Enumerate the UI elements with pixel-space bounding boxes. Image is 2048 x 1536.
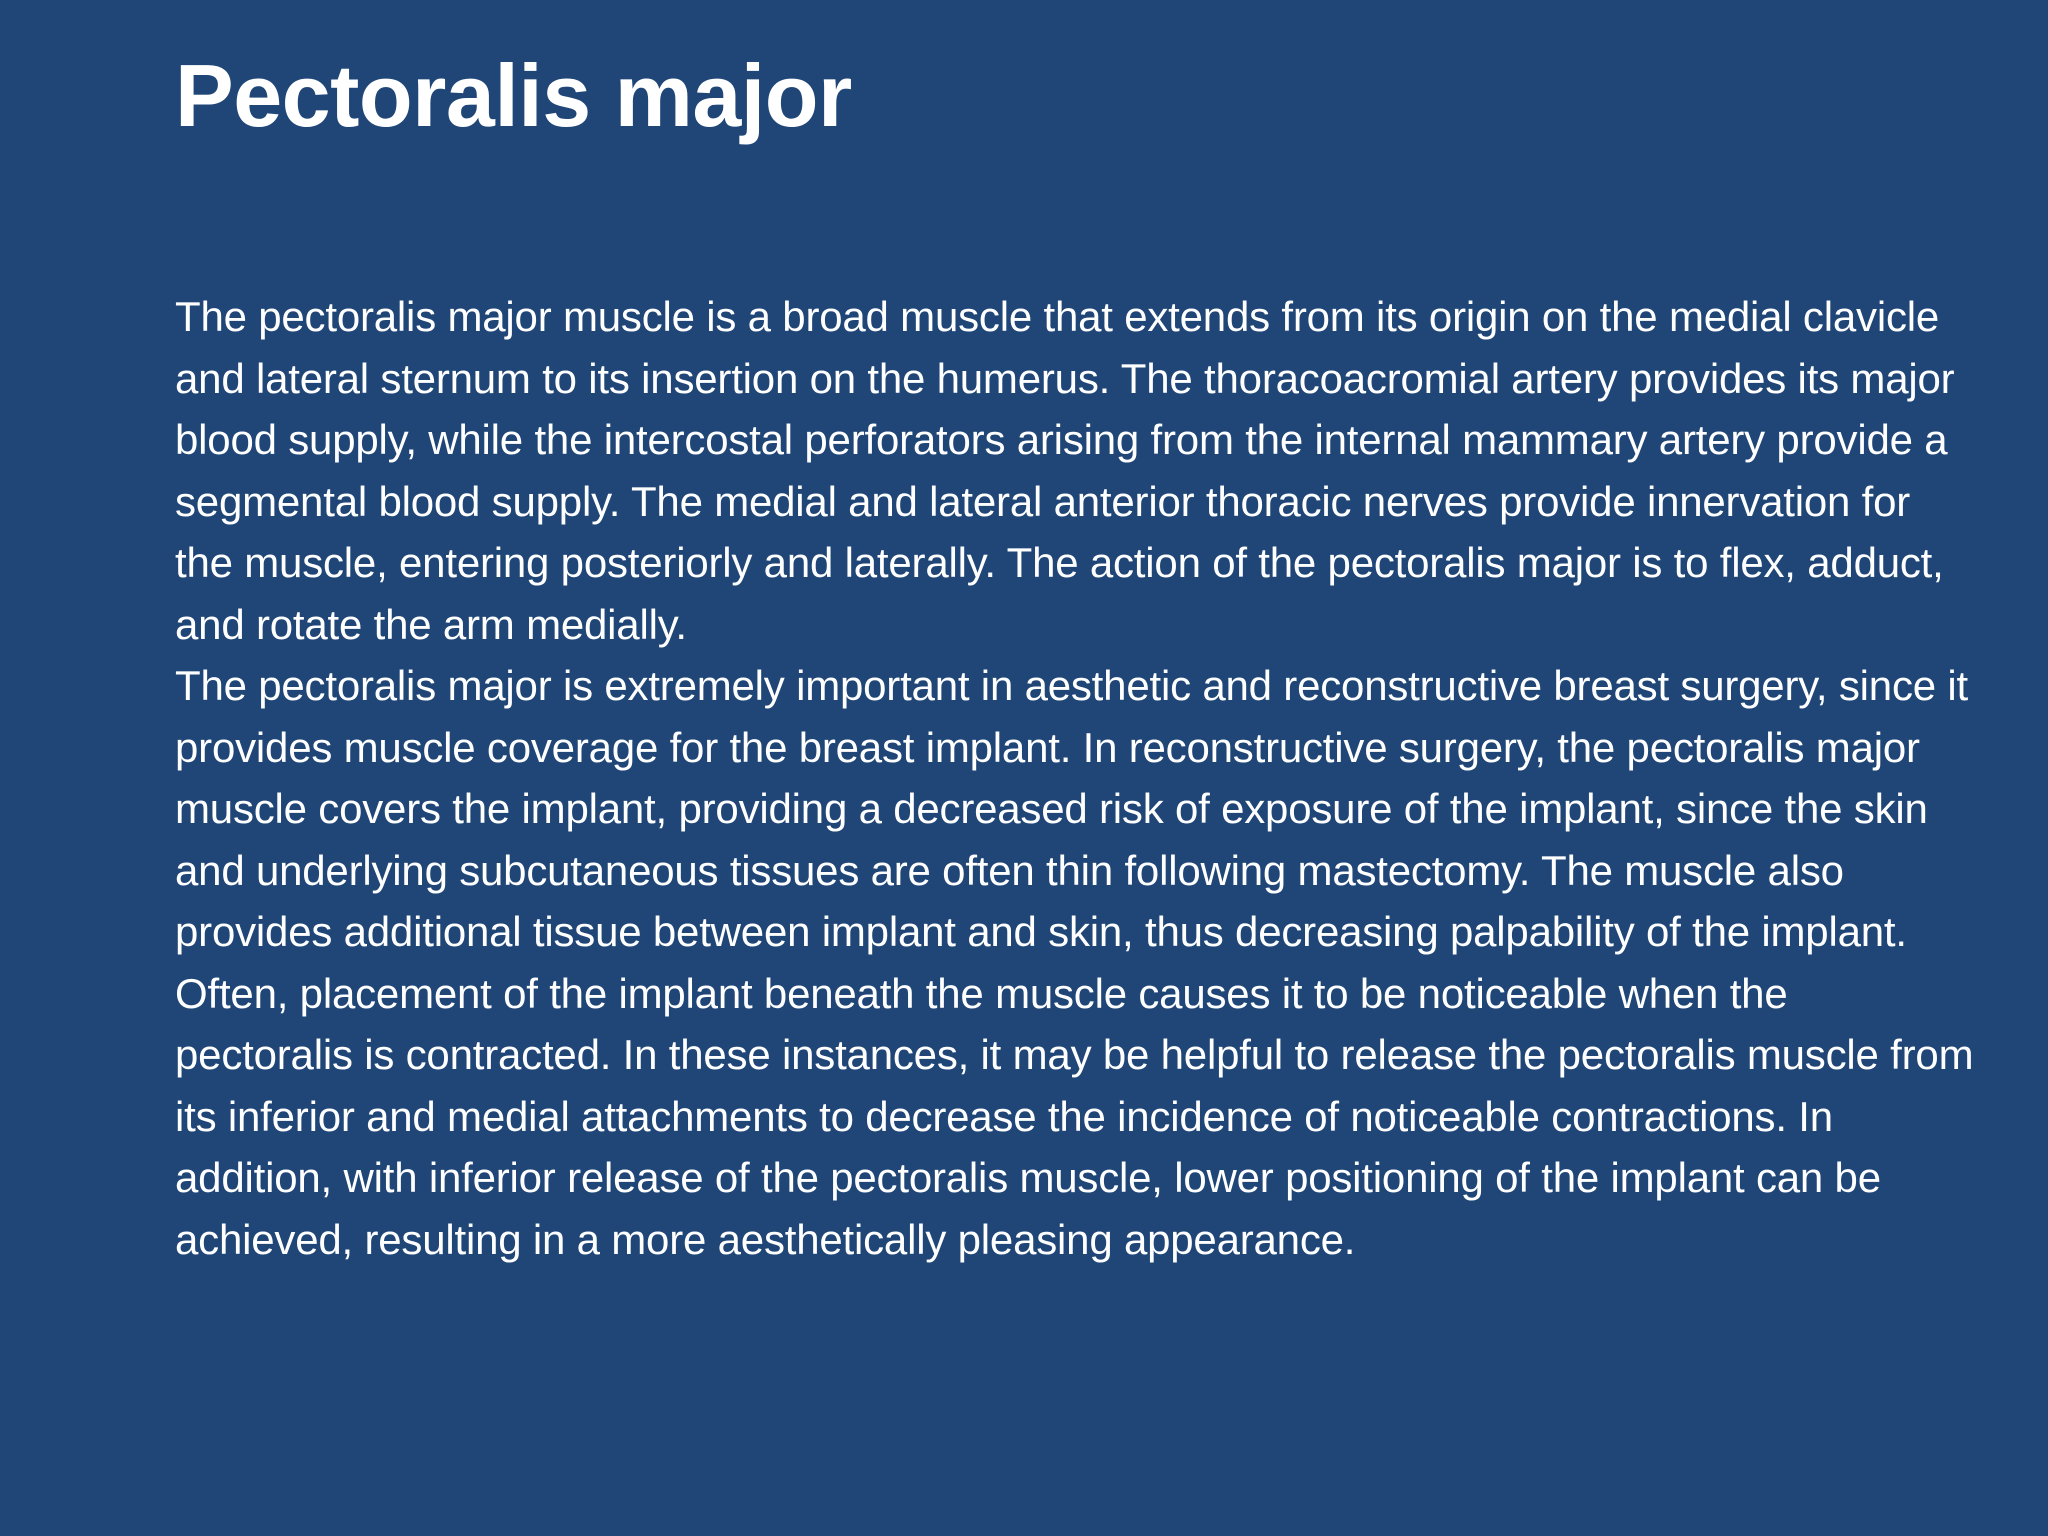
body-paragraph-1: The pectoralis major muscle is a broad muscle that extends from its origin on the medial clavicle and lateral sternum to its insertion on the humerus. The thoracoacromial artery provides its major blood supply, while the intercostal perforators arising from the internal mammary artery provide a segmental blood supply. The medial and lateral anterior thoracic nerves provide innervation for the muscle, entering posteriorly and laterally. The action of the pectoralis major is to flex, adduct, and rotate the arm medially. (175, 293, 1955, 648)
slide-body (175, 286, 1975, 1270)
slide-title: Pectoralis major (175, 46, 852, 145)
body-paragraph-3: Often, placement of the implant beneath the muscle causes it to be noticeable when the pectoralis is contracted. In these instances, it may be helpful to release the pectoralis muscle from its inferior and medial attachments to decrease the incidence of noticeable contractions. In addition, with inferior release of the pectoralis muscle, lower positioning of the implant can be achieved, resulting in a more aesthetically pleasing appearance. (175, 969, 1974, 1263)
body-paragraph-2: The pectoralis major is extremely important in aesthetic and reconstructive breast surgery, since it provides muscle coverage for the breast implant. In reconstructive surgery, the pectoralis major muscle covers the implant, providing a decreased risk of exposure of the implant, since the skin and underlying subcutaneous tissues are often thin following mastectomy. The muscle also provides additional tissue between implant and skin, thus decreasing palpability of the implant. (175, 662, 1968, 955)
